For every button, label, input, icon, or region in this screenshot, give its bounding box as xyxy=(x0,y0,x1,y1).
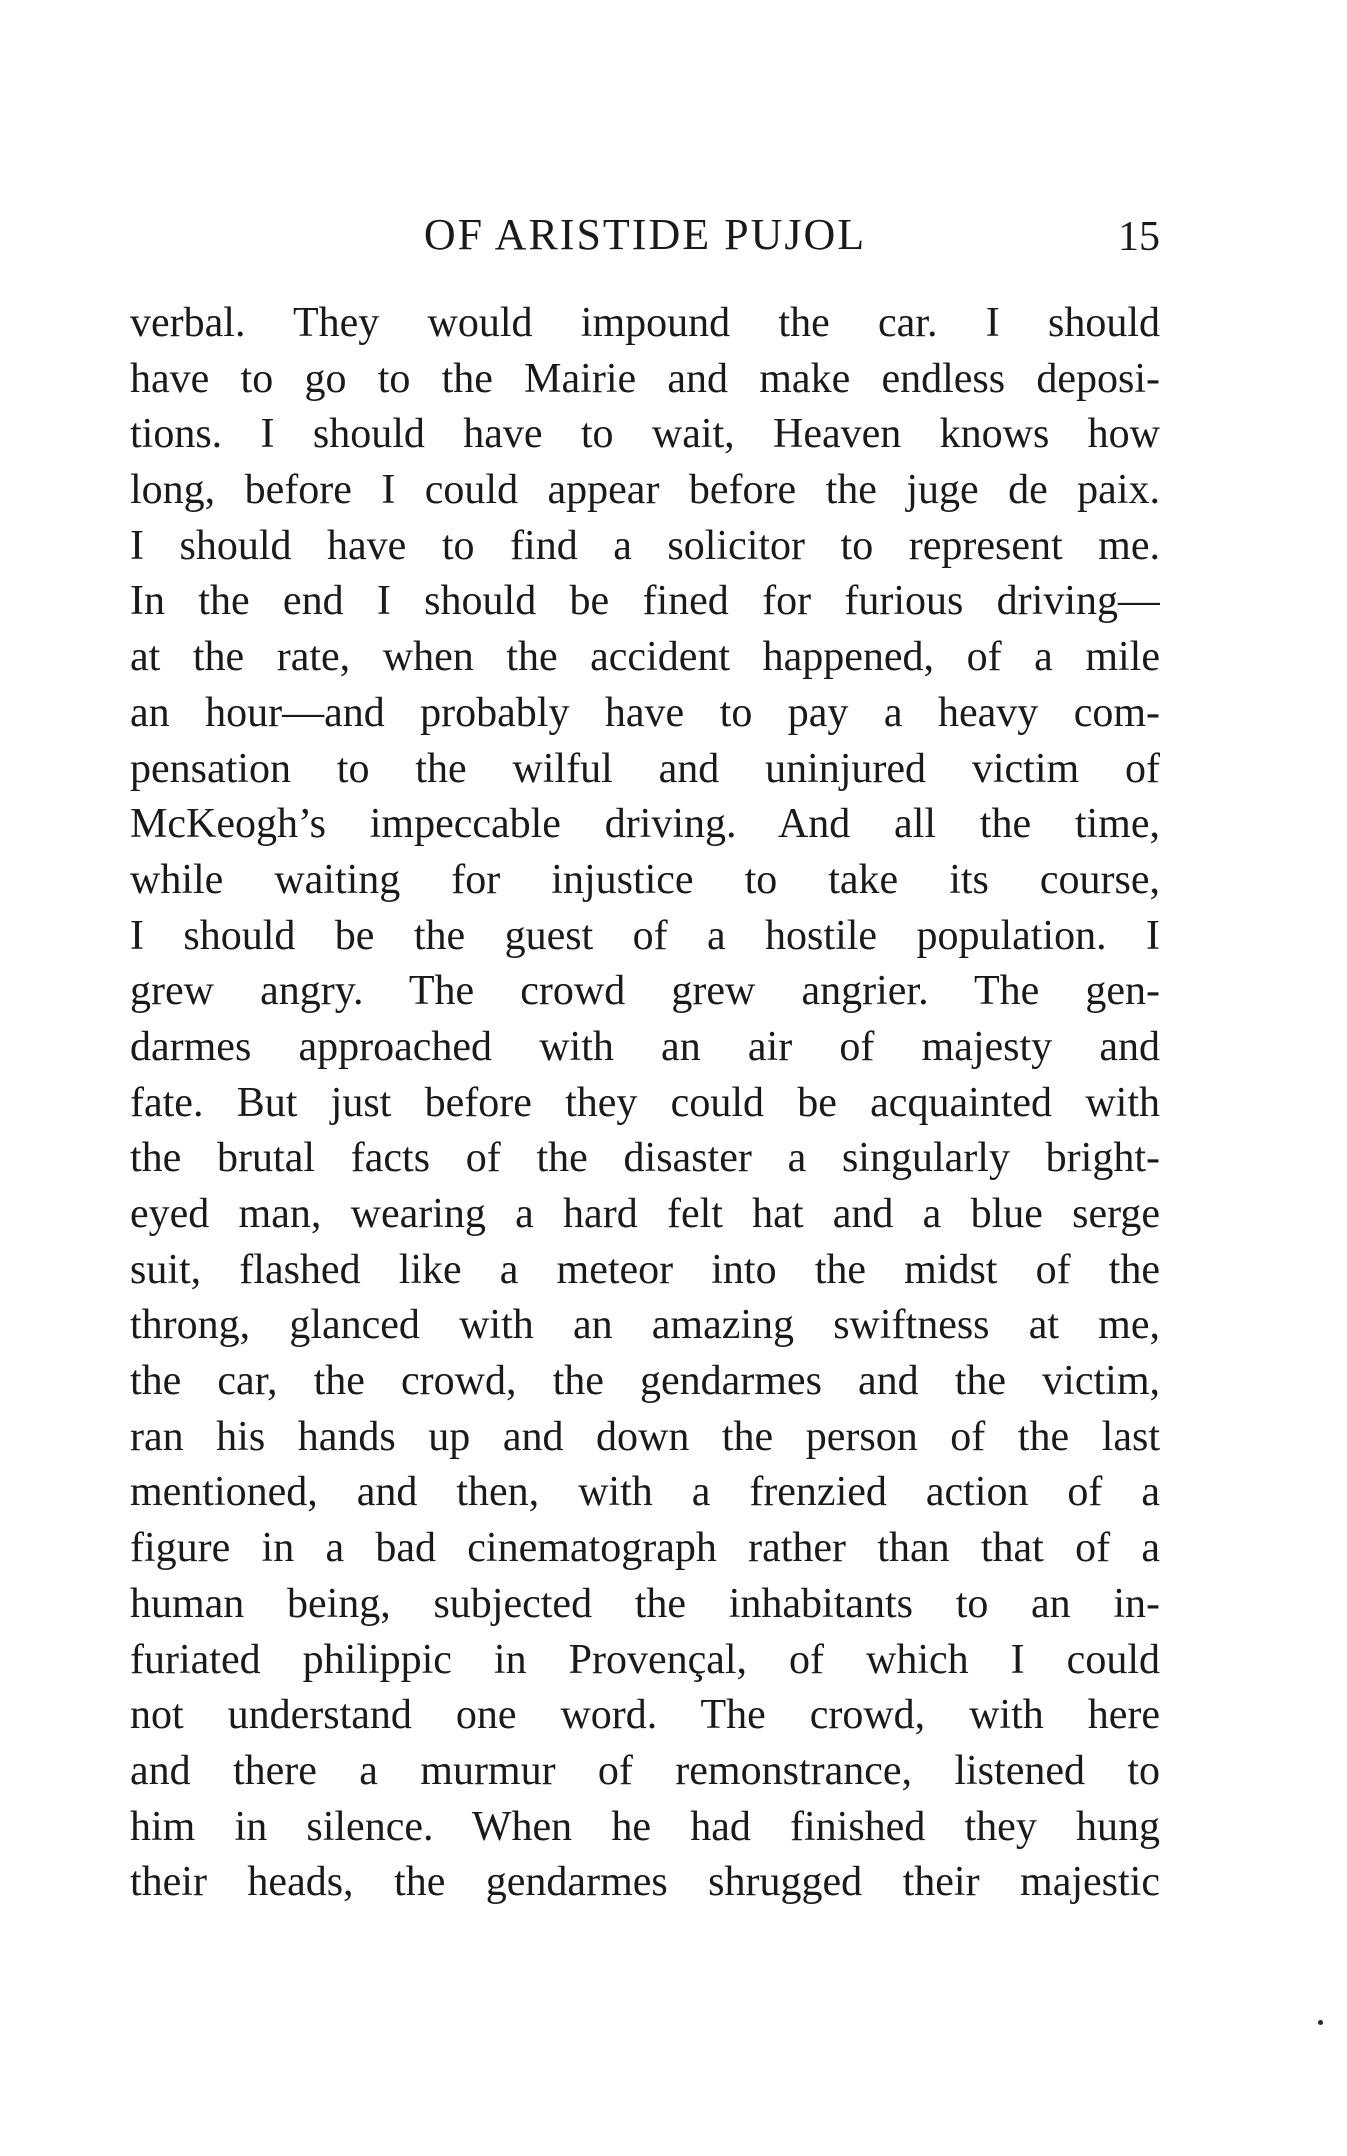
body-text xyxy=(130,296,1160,1911)
text-line: human being, subjected the inhabitants to an in- xyxy=(130,1580,1160,1627)
text-line: I should have to find a solicitor to represent me. xyxy=(130,522,1160,569)
text-line: long, before I could appear before the juge de paix. xyxy=(130,467,1160,514)
text-line: their heads, the gendarmes shrugged their majestic xyxy=(130,1859,1160,1906)
text-line: tions. I should have to wait, Heaven knows how xyxy=(130,411,1160,458)
running-title: OF ARISTIDE PUJOL xyxy=(423,210,867,259)
text-line: furiated philippic in Provençal, of which I could xyxy=(130,1636,1160,1683)
text-line: eyed man, wearing a hard felt hat and a blue serge xyxy=(130,1191,1160,1237)
text-line: grew angry. The crowd grew angrier. The gen- xyxy=(130,968,1160,1015)
page-number: 15 xyxy=(1118,214,1160,260)
text-line: pensation to the wilful and uninjured victim of xyxy=(130,745,1160,792)
text-line: throng, glanced with an amazing swiftness at me, xyxy=(130,1302,1160,1349)
text-line: the brutal facts of the disaster a singularly bright- xyxy=(130,1135,1160,1182)
text-line: have to go to the Mairie and make endless deposi- xyxy=(130,355,1160,402)
text-line: an hour—and probably have to pay a heavy com- xyxy=(130,689,1160,736)
text-line: fate. But just before they could be acquainted with xyxy=(130,1079,1160,1126)
text-line: and there a murmur of remonstrance, listened to xyxy=(130,1747,1160,1794)
text-line: darmes approached with an air of majesty and xyxy=(130,1023,1160,1070)
text-line: suit, flashed like a meteor into the midst of the xyxy=(130,1246,1160,1293)
text-line: the car, the crowd, the gendarmes and the victim, xyxy=(130,1358,1160,1405)
text-line: him in silence. When he had finished they hung xyxy=(130,1803,1160,1850)
text-line: In the end I should be fined for furious driving— xyxy=(130,578,1160,625)
text-line: I should be the guest of a hostile population. I xyxy=(130,912,1160,959)
text-line: verbal. They would impound the car. I should xyxy=(130,300,1160,346)
print-speck xyxy=(1318,2020,1323,2025)
text-line: McKeogh’s impeccable driving. And all the time, xyxy=(130,801,1160,848)
running-head xyxy=(130,205,1160,265)
text-line: not understand one word. The crowd, with here xyxy=(130,1692,1160,1739)
text-line: while waiting for injustice to take its course, xyxy=(130,856,1160,903)
text-line: figure in a bad cinematograph rather than that of a xyxy=(130,1525,1160,1572)
text-line: ran his hands up and down the person of the last xyxy=(130,1413,1160,1460)
text-line: mentioned, and then, with a frenzied action of a xyxy=(130,1469,1160,1516)
text-line: at the rate, when the accident happened, of a mile xyxy=(130,634,1160,681)
